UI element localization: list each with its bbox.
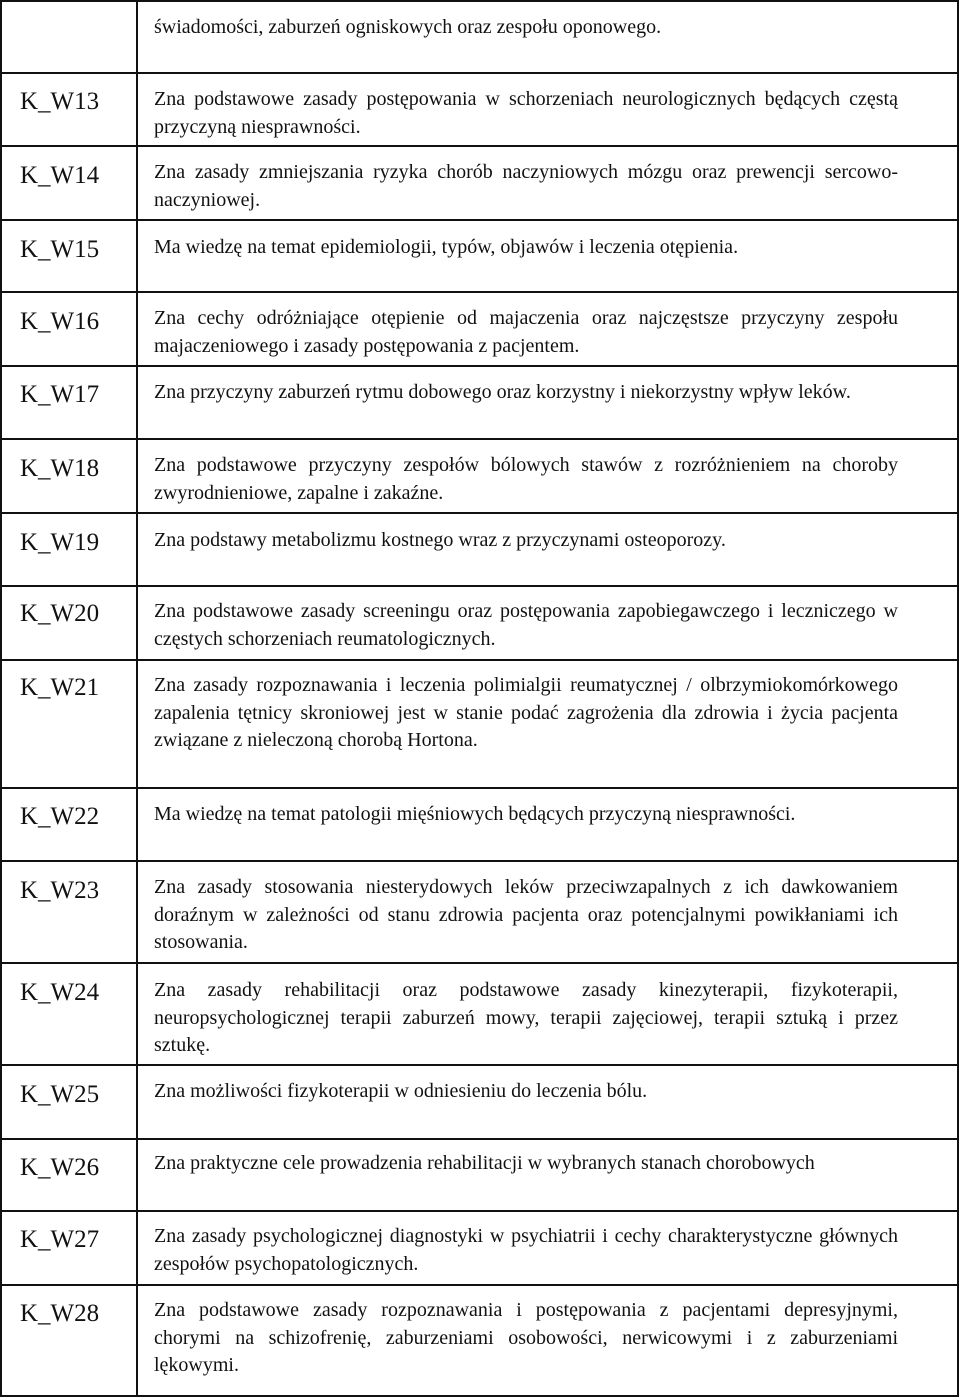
row-divider [0,1284,959,1286]
competency-description: Zna podstawowe zasady postępowania w schorzeniach neurologicznych będących częstą przyczyną niesprawności. [154,88,898,138]
row-divider [0,438,959,440]
competency-code: K_W25 [20,1081,100,1108]
competency-code: K_W24 [20,979,100,1006]
table-border-left [0,0,2,1397]
competency-code: K_W15 [20,236,100,263]
competency-code: K_W28 [20,1300,100,1327]
competency-code: K_W20 [20,600,100,627]
competency-description: Zna przyczyny zaburzeń rytmu dobowego oraz korzystny i niekorzystny wpływ leków. [154,381,851,403]
competency-description: Zna podstawy metabolizmu kostnego wraz z przyczynami osteoporozy. [154,529,726,551]
row-divider [0,1210,959,1212]
competency-code: K_W16 [20,308,100,335]
competency-description: Zna zasady psychologicznej diagnostyki w psychiatrii i cechy charakterystyczne głównych zespołów psychopatologicznych. [154,1225,898,1275]
row-divider [0,1138,959,1140]
competency-description: Zna cechy odróżniające otępienie od majaczenia oraz najczęstsze przyczyny zespołu majaczeniowego i zasady postępowania z pacjentem. [154,307,898,357]
competency-code: K_W18 [20,455,100,482]
row-divider [0,365,959,367]
competency-description: Zna podstawowe zasady rozpoznawania i postępowania z pacjentami depresyjnymi, chorymi na schizofrenię, zaburzeniami osobowości, nerwicowymi i z zaburzeniami lękowymi. [154,1299,898,1376]
competency-description: Zna praktyczne cele prowadzenia rehabilitacji w wybranych stanach chorobowych [154,1152,815,1174]
competency-code: K_W14 [20,162,100,189]
row-divider [0,585,959,587]
competency-code: K_W23 [20,877,100,904]
row-divider [0,145,959,147]
competency-code: K_W17 [20,381,100,408]
competency-description: Zna możliwości fizykoterapii w odniesieniu do leczenia bólu. [154,1080,648,1102]
competency-description: Zna podstawowe przyczyny zespołów bólowych stawów z rozróżnieniem na choroby zwyrodnieniowe, zapalne i zakaźne. [154,454,898,504]
competency-description: Zna zasady zmniejszania ryzyka chorób naczyniowych mózgu oraz prewencji sercowo-naczyniowej. [154,161,898,211]
competency-code: K_W21 [20,674,100,701]
competency-code: K_W27 [20,1226,100,1253]
competency-description: Zna zasady rehabilitacji oraz podstawowe zasady kinezyterapii, fizykoterapii, neuropsychologicznej terapii zaburzeń mowy, terapii zajęciowej, terapii sztuką i przez sztukę. [154,979,898,1056]
row-divider [0,962,959,964]
competency-code: K_W26 [20,1154,100,1181]
row-divider [0,219,959,221]
competency-code: K_W22 [20,803,100,830]
competency-description: Ma wiedzę na temat patologii mięśniowych będących przyczyną niesprawności. [154,803,796,825]
row-divider [0,291,959,293]
table-column-divider [136,0,138,1397]
row-divider [0,1064,959,1066]
competency-description: Zna zasady stosowania niesterydowych leków przeciwzapalnych z ich dawkowaniem doraźnym w zależności od stanu zdrowia pacjenta oraz potencjalnymi powikłaniami ich stosowania. [154,876,898,953]
table-border-top [0,0,959,2]
competency-description: świadomości, zaburzeń ogniskowych oraz zespołu oponowego. [154,16,662,38]
table-border-right [957,0,959,1397]
competency-code: K_W13 [20,88,100,115]
competency-code: K_W19 [20,529,100,556]
competency-description: Ma wiedzę na temat epidemiologii, typów, objawów i leczenia otępienia. [154,236,739,258]
row-divider [0,787,959,789]
row-divider [0,512,959,514]
competency-description: Zna podstawowe zasady screeningu oraz postępowania zapobiegawczego i leczniczego w częstych schorzeniach reumatologicznych. [154,600,898,650]
row-divider [0,860,959,862]
row-divider [0,659,959,661]
competency-description: Zna zasady rozpoznawania i leczenia polimialgii reumatycznej / olbrzymiokomórkowego zapalenia tętnicy skroniowej jest w stanie podać zagrożenia dla zdrowia i życia pacjenta związane z nieleczoną chorobą Hortona. [154,674,898,751]
row-divider [0,72,959,74]
